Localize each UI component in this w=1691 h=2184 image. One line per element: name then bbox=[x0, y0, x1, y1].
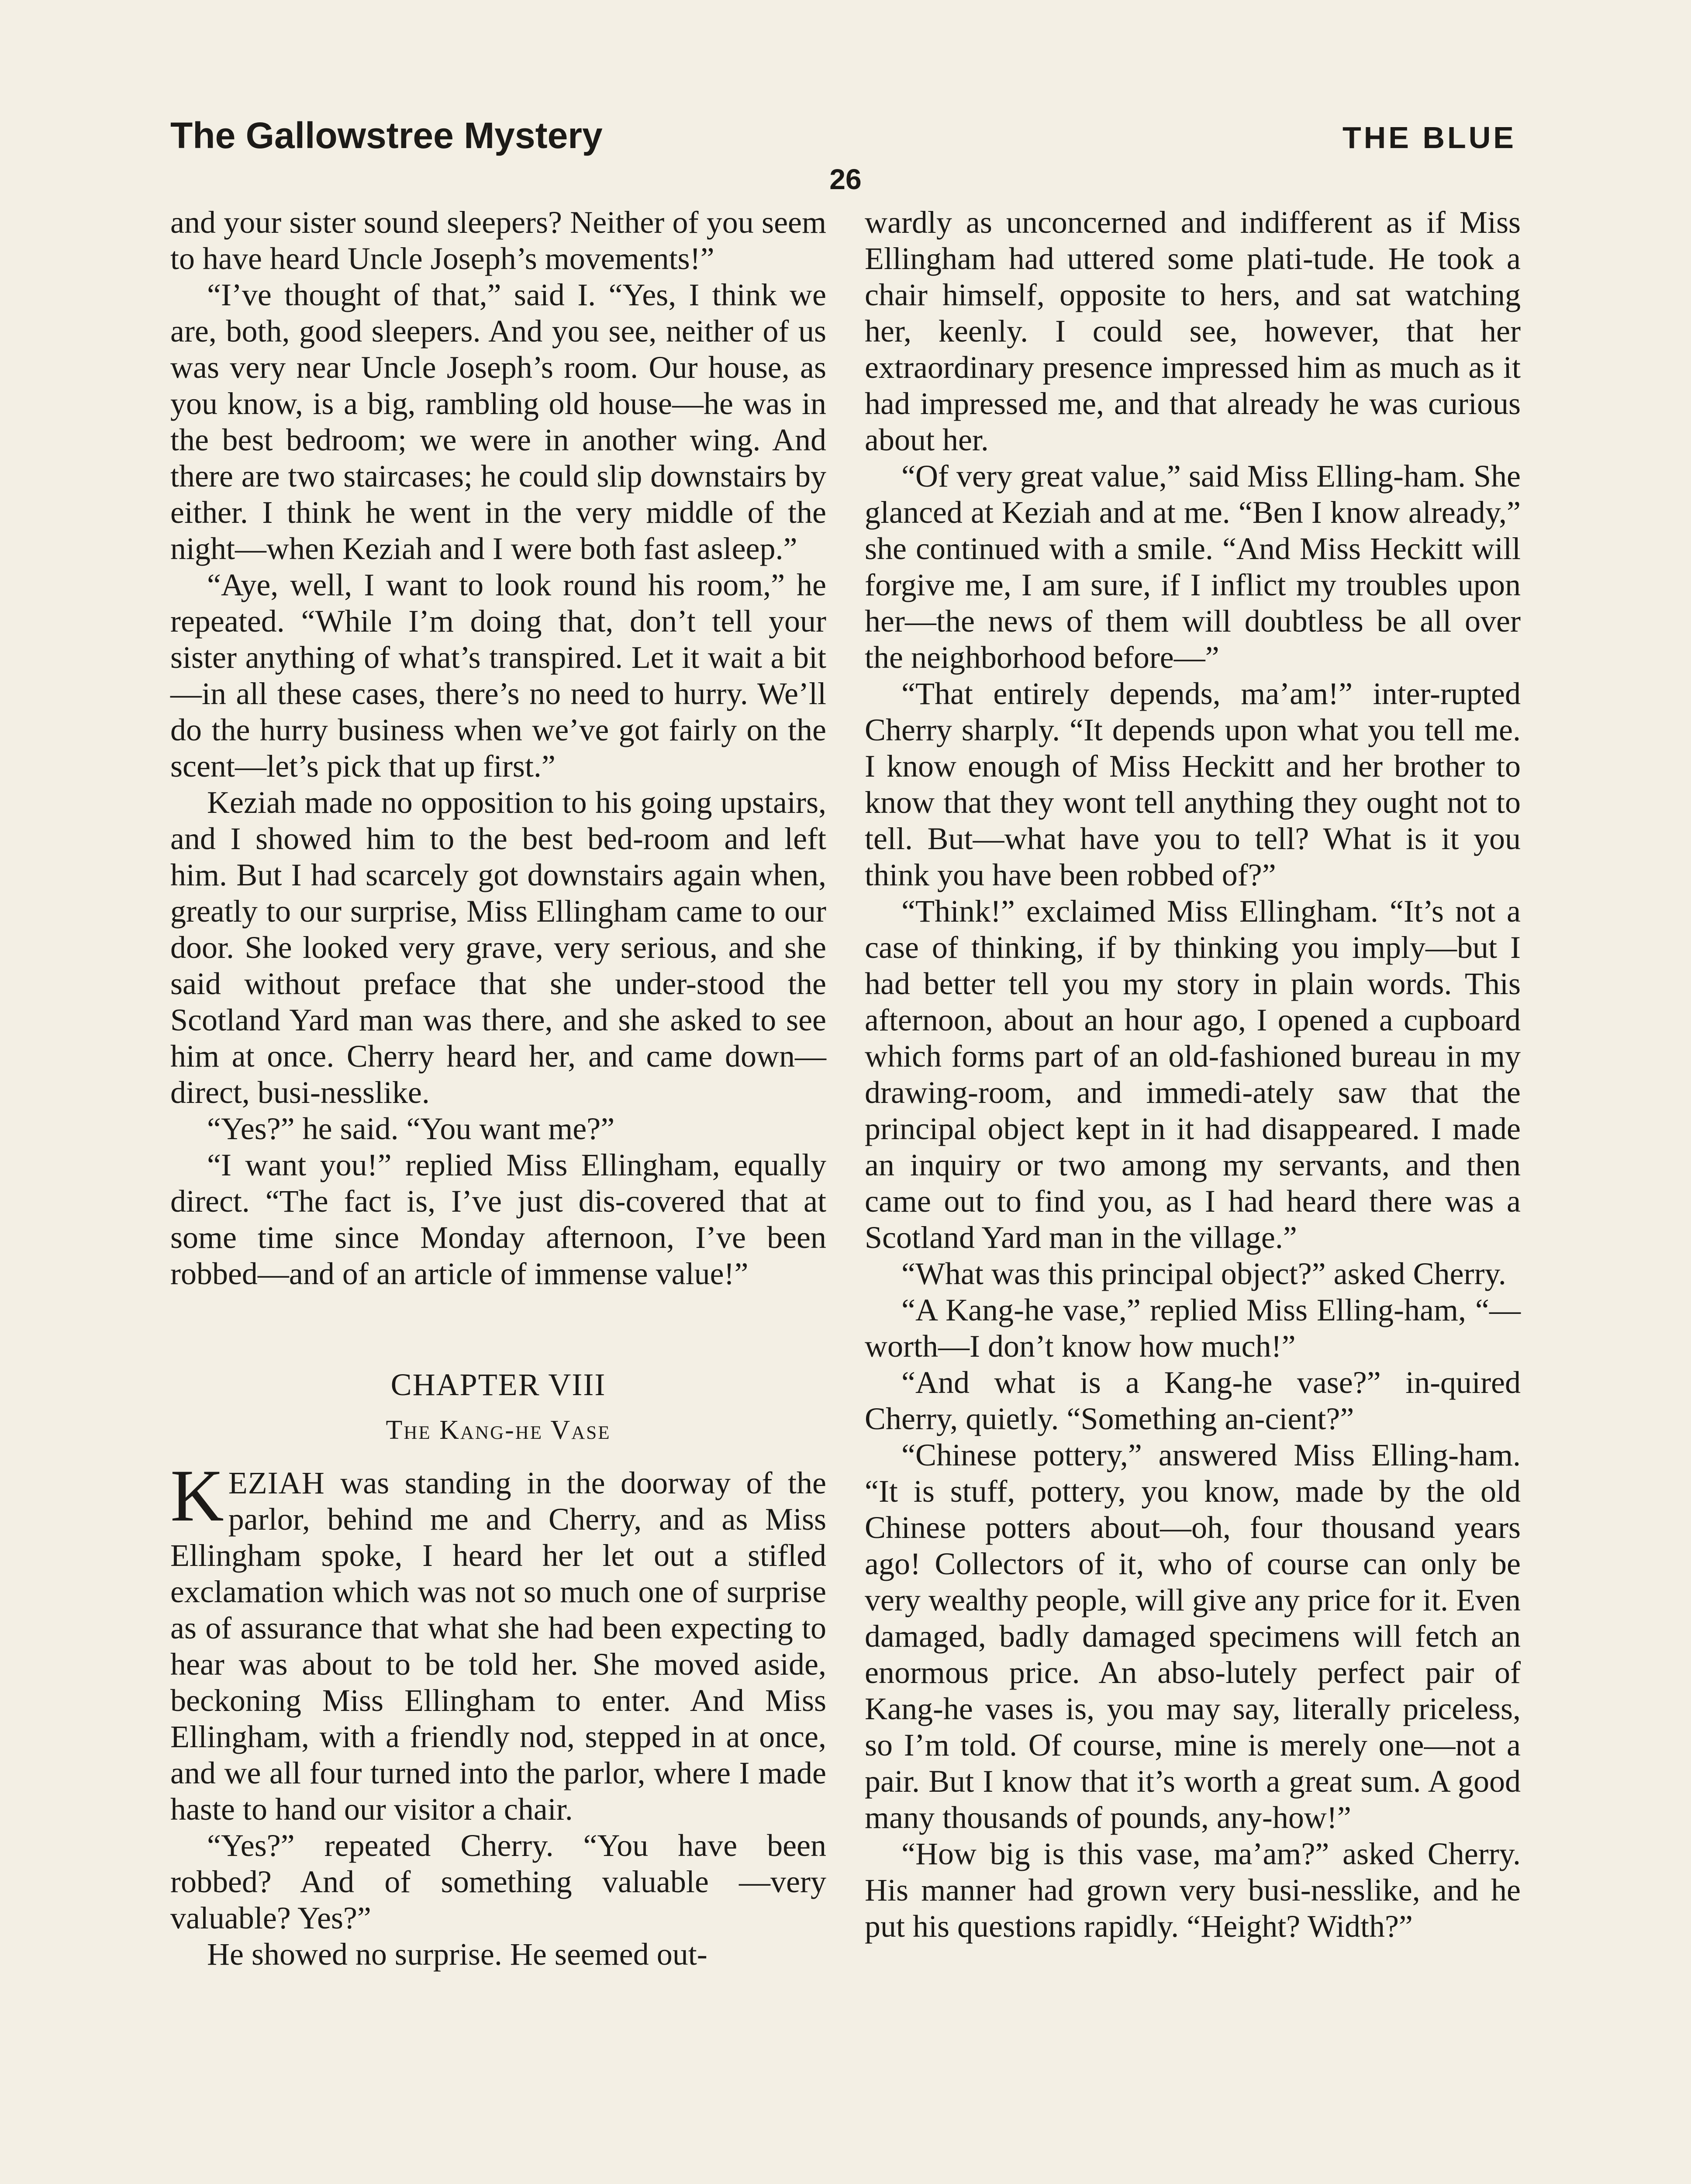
drop-cap: K bbox=[170, 1455, 224, 1537]
left-column bbox=[170, 204, 826, 1973]
magazine-name: THE BLUE bbox=[1342, 121, 1516, 155]
right-column bbox=[865, 204, 1521, 1945]
paragraph: “I want you!” replied Miss Ellingham, equally direct. “The fact is, I’ve just dis-covered that at some time since Monday afternoon, I’ve been robbed—and of an article of immense value!” bbox=[170, 1147, 826, 1291]
paragraph: “I’ve thought of that,” said I. “Yes, I think we are, both, good sleepers. And you see, neither of us was very near Uncle Joseph’s room. Our house, as you know, is a big, rambling old house—he was in the best bedroom; we were in another wing. And there are two staircases; he could slip downstairs by either. I think he went in the very middle of the night—when Keziah and I were both fast asleep.” bbox=[170, 277, 826, 566]
paragraph: “A Kang-he vase,” replied Miss Elling-ham, “—worth—I don’t know how much!” bbox=[865, 1292, 1521, 1364]
page-number: 26 bbox=[829, 163, 862, 195]
paragraph: “That entirely depends, ma’am!” inter-rupted Cherry sharply. “It depends upon what you tell me. I know enough of Miss Heckitt and her brother to know that they wont tell anything they ought not to tell. But—what have you to tell? What is it you think you have been robbed of?” bbox=[865, 676, 1521, 892]
paragraph: “How big is this vase, ma’am?” asked Cherry. His manner had grown very busi-nesslike, and he put his questions rapidly. “Height? Width?” bbox=[865, 1836, 1521, 1944]
paragraph: “And what is a Kang-he vase?” in-quired Cherry, quietly. “Something an-cient?” bbox=[865, 1365, 1521, 1436]
chapter-subtitle: The Kang-he Vase bbox=[386, 1415, 611, 1445]
paragraph: “Chinese pottery,” answered Miss Elling-ham. “It is stuff, pottery, you know, made by the old Chinese potters about—oh, four thousand years ago! Collectors of it, who of course can only be very wealthy people, will give any price for it. Even damaged, badly damaged specimens will fetch an enormous price. An abso-lutely perfect pair of Kang-he vases is, you may say, literally priceless, so I’m told. Of course, mine is merely one—not a pair. But I know that it’s worth a great sum. A good many thousands of pounds, any-how!” bbox=[865, 1438, 1521, 1835]
chapter-heading: CHAPTER VIII bbox=[390, 1367, 606, 1402]
paragraph-text: was standing in the doorway of the parlor, behind me and Cherry, and as Miss Ellingham spoke, I heard her let out a stifled exclamation which was not so much one of surprise as of assurance that what she had been expecting to hear was about to be told her. She moved aside, beckoning Miss Ellingham to enter. And Miss Ellingham, with a friendly nod, stepped in at once, and we all four turned into the parlor, where I made haste to hand our visitor a chair. bbox=[170, 1465, 826, 1827]
paragraph: “Yes?” he said. “You want me?” bbox=[207, 1111, 615, 1146]
paragraph: and your sister sound sleepers? Neither of you seem to have heard Uncle Joseph’s movements!” bbox=[170, 205, 826, 276]
paragraph: “Think!” exclaimed Miss Ellingham. “It’s not a case of thinking, if by thinking you imply—but I had better tell you my story in plain words. This afternoon, about an hour ago, I opened a cupboard which forms part of an old-fashioned bureau in my drawing-room, and immedi-ately saw that the principal object kept in it had disappeared. I made an inquiry or two among my servants, and then came out to find you, as I had heard there was a Scotland Yard man in the village.” bbox=[865, 894, 1521, 1255]
paragraph: wardly as unconcerned and indifferent as if Miss Ellingham had uttered some plati-tude. He took a chair himself, opposite to hers, and sat watching her, keenly. I could see, however, that her extraordinary presence impressed him as much as it had impressed me, and that already he was curious about her. bbox=[865, 205, 1521, 457]
running-title: The Gallowstree Mystery bbox=[170, 115, 603, 156]
page-header bbox=[170, 114, 1516, 162]
paragraph: “Of very great value,” said Miss Elling-ham. She glanced at Keziah and at me. “Ben I know already,” she continued with a smile. “And Miss Heckitt will forgive me, I am sure, if I inflict my troubles upon her—the news of them will doubtless be all over the neighborhood before—” bbox=[865, 459, 1521, 675]
paragraph: “Yes?” repeated Cherry. “You have been robbed? And of something valuable —very valuable? Yes?” bbox=[170, 1828, 826, 1935]
paragraph: “Aye, well, I want to look round his room,” he repeated. “While I’m doing that, don’t tell your sister anything of what’s transpired. Let it wait a bit—in all these cases, there’s no need to hurry. We’ll do the hurry business when we’ve got fairly on the scent—let’s pick that up first.” bbox=[170, 567, 826, 784]
small-caps-word: EZIAH bbox=[228, 1465, 325, 1500]
paragraph: “What was this principal object?” asked Cherry. bbox=[901, 1256, 1506, 1291]
paragraph: He showed no surprise. He seemed out- bbox=[207, 1937, 707, 1972]
paragraph: Keziah made no opposition to his going upstairs, and I showed him to the best bed-room and left him. But I had scarcely got downstairs again when, greatly to our surprise, Miss Ellingham came to our door. She looked very grave, very serious, and she said without preface that she under-stood the Scotland Yard man was there, and she asked to see him at once. Cherry heard her, and came down—direct, busi-nesslike. bbox=[170, 785, 826, 1110]
chapter-opening-paragraph bbox=[170, 1455, 826, 1828]
